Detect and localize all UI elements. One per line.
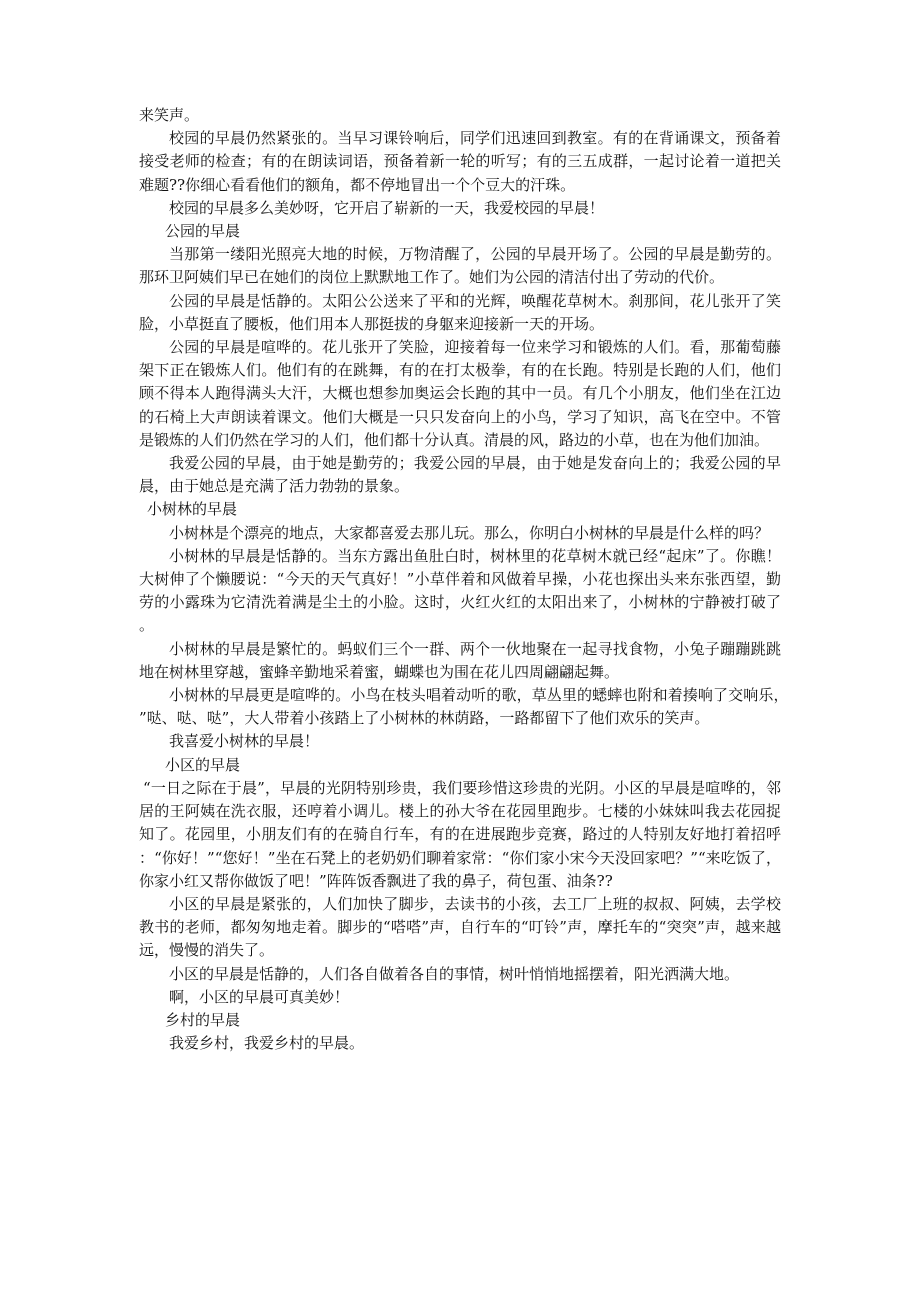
paragraph-village-intro: 我爱乡村，我爱乡村的早晨。 (169, 1034, 365, 1053)
paragraph-community-quiet: 小区的早晨是恬静的，人们各自做着各自的事情，树叶悄悄地摇摆着，阳光洒满大地。 (169, 964, 740, 983)
paragraph-campus-tense: 校园的早晨仍然紧张的。当早习课铃响后，同学们迅速回到教室。有的在背诵课文，预备着接受老师的检查；有的在朗读词语，预备着新一轮的听写；有的三五成群，一起讨论着一道把关难题??你细心看看他们的额角，都不停地冒出一个个豆大的汗珠。 (139, 129, 781, 194)
section-heading-village: 乡村的早晨 (165, 1010, 241, 1029)
paragraph-community-lively: “一日之际在于晨”，早晨的光阴特别珍贵，我们要珍惜这珍贵的光阴。小区的早晨是喧哗的，邻居的王阿姨在洗衣服，还哼着小调儿。楼上的孙大爷在花园里跑步。七楼的小妹妹叫我去花园捉知了。花园里，小朋友们有的在骑自行车，有的在进展跑步竞赛，路过的人特别友好地打着招呼：“你好！”“您好！”坐在石凳上的老奶奶们聊着家常：“你们家小宋今天没回家吧？”“来吃饭了，你家小红又帮你做饭了吧！”阵阵饭香飘进了我的鼻子，荷包蛋、油条?? (139, 778, 781, 890)
paragraph-park-diligent: 当那第一缕阳光照亮大地的时候，万物清醒了，公园的早晨开场了。公园的早晨是勤劳的。那环卫阿姨们早已在她们的岗位上默默地工作了。她们为公园的清洁付出了劳动的代价。 (139, 245, 781, 287)
section-heading-community: 小区的早晨 (165, 755, 241, 774)
paragraph-community-tense: 小区的早晨是紧张的，人们加快了脚步，去读书的小孩，去工厂上班的叔叔、阿姨，去学校教书的老师，都匆匆地走着。脚步的“嗒嗒”声，自行车的“叮铃”声，摩托车的“突突”声，越来越远，慢慢的消失了。 (139, 894, 781, 960)
paragraph-grove-intro: 小树林是个漂亮的地点，大家都喜爱去那儿玩。那么，你明白小树林的早晨是什么样的吗？ (169, 523, 770, 542)
paragraph-grove-lively: 小树林的早晨更是喧哗的。小鸟在枝头唱着动听的歌，草丛里的蟋蟀也附和着揍响了交响乐，”哒、哒、哒”，大人带着小孩踏上了小树林的林荫路，一路都留下了他们欢乐的笑声。 (139, 686, 781, 728)
document-page (139, 104, 781, 1055)
section-heading-grove: 小树林的早晨 (147, 500, 238, 519)
paragraph-grove-quiet: 小树林的早晨是恬静的。当东方露出鱼肚白时，树林里的花草树木就已经“起床”了。你瞧！大树伸了个懒腰说：“今天的天气真好！”小草伴着和风做着早操，小花也探出头来东张西望，勤劳的小露珠为它清洗着满是尘土的小脸。这时，火红火红的太阳出来了，小树林的宁静被打破了。 (139, 546, 781, 635)
section-heading-park: 公园的早晨 (165, 222, 241, 241)
paragraph-continuation: 来笑声。 (139, 106, 200, 124)
paragraph-grove-conclusion: 我喜爱小树林的早晨！ (169, 732, 320, 751)
paragraph-park-quiet: 公园的早晨是恬静的。太阳公公送来了平和的光辉，唤醒花草树木。刹那间，花儿张开了笑脸，小草挺直了腰板，他们用本人那挺拔的身躯来迎接新一天的开场。 (139, 291, 781, 333)
paragraph-grove-busy: 小树林的早晨是繁忙的。蚂蚁们三个一群、两个一伙地聚在一起寻找食物，小兔子蹦蹦跳跳地在树林里穿越，蜜蜂辛勤地采着蜜，蝴蝶也为围在花儿四周翩翩起舞。 (139, 639, 781, 681)
paragraph-park-lively: 公园的早晨是喧哗的。花儿张开了笑脸，迎接着每一位来学习和锻炼的人们。看，那葡萄藤架下正在锻炼人们。他们有的在跳舞，有的在打太极拳，有的在长跑。特别是长跑的人们，他们顾不得本人跑得满头大汗，大概也想参加奥运会长跑的其中一员。有几个小朋友，他们坐在江边的石椅上大声朗读着课文。他们大概是一只只发奋向上的小鸟，学习了知识，高飞在空中。不管是锻炼的人们仍然在学习的人们，他们都十分认真。清晨的风，路边的小草，也在为他们加油。 (139, 338, 781, 449)
paragraph-campus-conclusion: 校园的早晨多么美妙呀，它开启了崭新的一天，我爱校园的早晨！ (169, 198, 605, 217)
paragraph-community-conclusion: 啊，小区的早晨可真美妙！ (169, 987, 350, 1006)
paragraph-park-conclusion: 我爱公园的早晨，由于她是勤劳的；我爱公园的早晨，由于她是发奋向上的；我爱公园的早晨，由于她总是充满了活力勃勃的景象。 (139, 454, 781, 496)
